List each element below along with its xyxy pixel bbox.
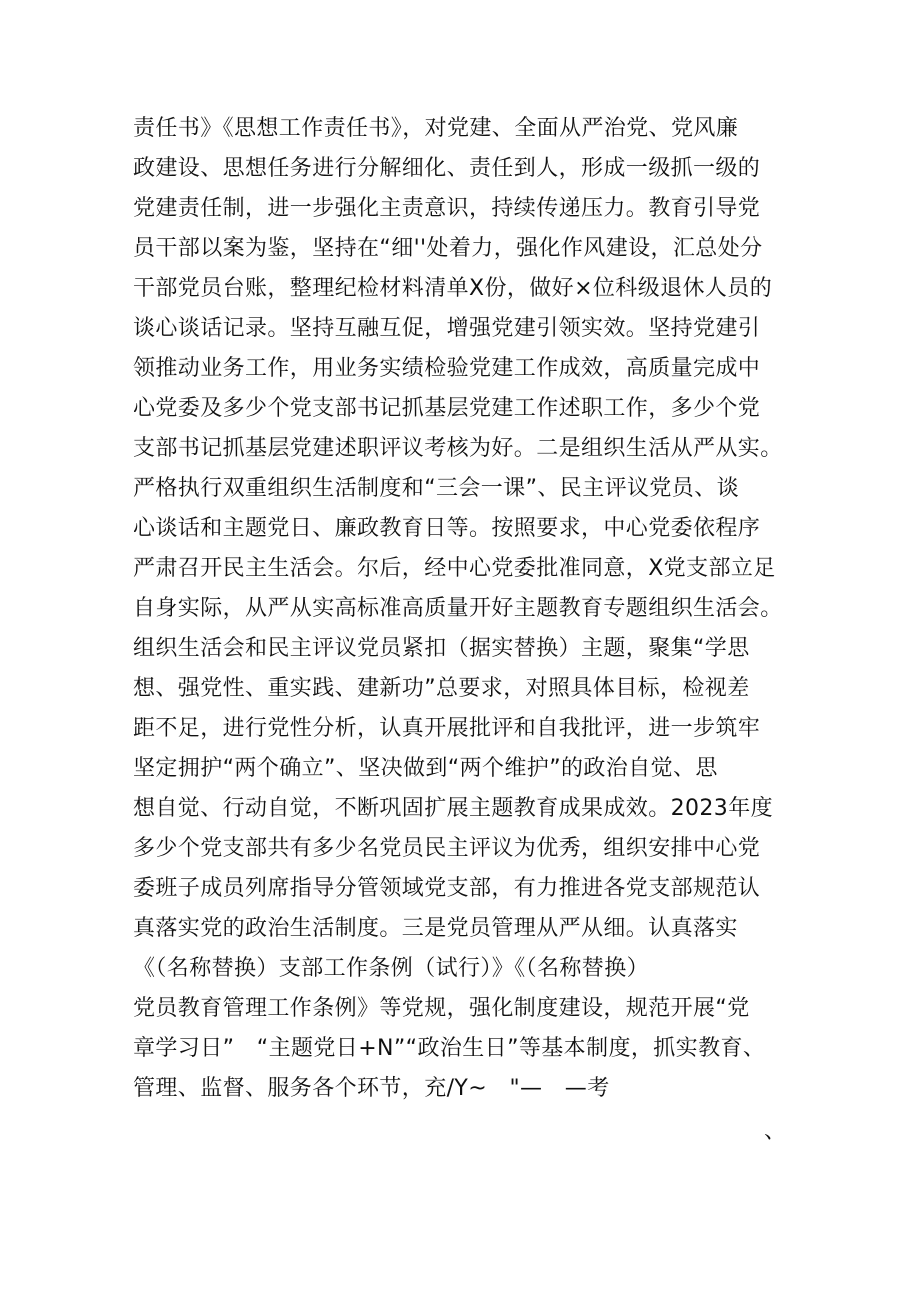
text-line: 多少个党支部共有多少名党员民主评议为优秀，组织安排中心党 — [133, 836, 761, 861]
text-line: 章学习日” “主题党日+N”“政治生日”等基本制度，抓实教育、 — [133, 1036, 766, 1061]
text-line: 委班子成员列席指导分管领域党支部，有力推进各党支部规范认 — [133, 876, 761, 901]
text-line: 政建设、思想任务进行分解细化、责任到人，形成一级抓一级的 — [133, 156, 761, 181]
text-line: 心党委及多少个党支部书记抓基层党建工作述职工作，多少个党 — [133, 396, 761, 421]
text-line: 严格执行双重组织生活制度和“三会一课”、民主评议党员、谈 — [133, 476, 739, 501]
text-line: 责任书》《思想工作责任书》，对党建、全面从严治党、党风廉 — [133, 116, 739, 141]
text-line: 严肃召开民主生活会。尔后，经中心党委批准同意，X党支部立足 — [133, 556, 776, 581]
text-line: 想、强党性、重实践、建新功”总要求，对照具体目标，检视差 — [133, 676, 750, 701]
text-line: 管理、监督、服务各个环节，充/Y~ "— —考 — [133, 1076, 610, 1101]
text-line: 心谈话和主题党日、廉政教育日等。按照要求，中心党委依程序 — [133, 516, 761, 541]
text-line: 支部书记抓基层党建述职评议考核为好。二是组织生活从严从实。 — [133, 436, 783, 461]
text-line: 谈心谈话记录。坚持互融互促，增强党建引领实效。坚持党建引 — [133, 316, 761, 341]
text-line: 组织生活会和民主评议党员紧扣（据实替换）主题，聚集“学思 — [133, 636, 750, 661]
text-line: 党建责任制，进一步强化主责意识，持续传递压力。教育引导党 — [133, 196, 761, 221]
text-line: 自身实际，从严从实高标准高质量开好主题教育专题组织生活会。 — [133, 596, 783, 621]
text-line: 员干部以案为鉴，坚持在“细''处着力，强化作风建设，汇总处分 — [133, 236, 763, 261]
text-line: 距不足，进行党性分析，认真开展批评和自我批评，进一步筑牢 — [133, 716, 761, 741]
text-line: 坚定拥护“两个确立”、坚决做到“两个维护”的政治自觉、思 — [133, 756, 718, 781]
text-line: 真落实党的政治生活制度。三是党员管理从严从细。认真落实 — [133, 916, 738, 941]
stray-mark: 、 — [764, 1119, 787, 1144]
text-line: 领推动业务工作，用业务实绩检验党建工作成效，高质量完成中 — [133, 356, 761, 381]
text-line: 《（名称替换）支部工作条例（试行）》《（名称替换） — [133, 956, 650, 981]
text-line: 党员教育管理工作条例》等党规，强化制度建设，规范开展“党 — [133, 996, 750, 1021]
text-line: 干部党员台账，整理纪检材料清单X份，做好×位科级退休人员的 — [133, 276, 773, 301]
text-line: 想自觉、行动自觉，不断巩固扩展主题教育成果成效。2023年度 — [133, 796, 773, 821]
